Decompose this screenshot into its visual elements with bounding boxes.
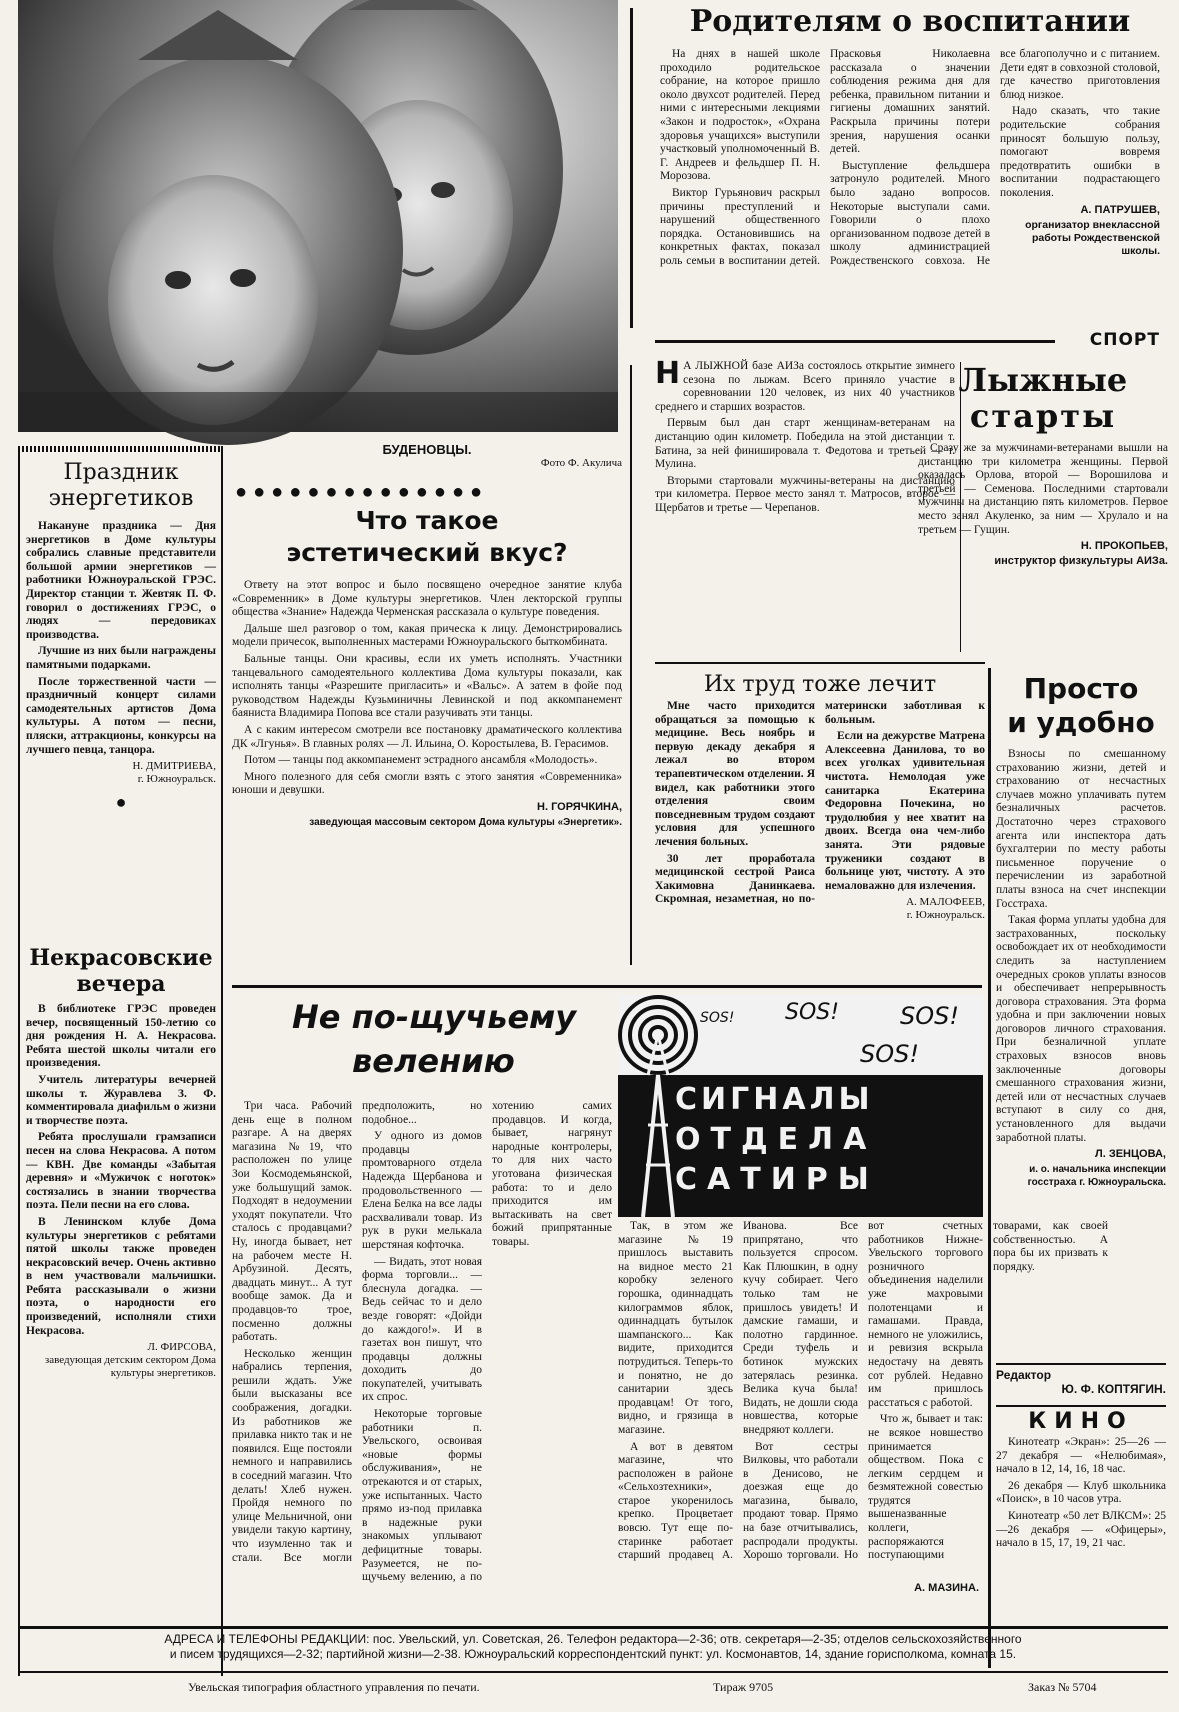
- footer-print: [18, 1678, 1168, 1702]
- paragraph: Дальше шел разговор о том, какая прическа к лицу. Демонстрировались модели причесок, выполненных мастерами Южноуральского быткомбината.: [232, 622, 622, 649]
- sos-label: SOS!: [860, 1040, 919, 1068]
- rubric-label: СПОРТ: [1089, 330, 1160, 350]
- paragraph: Много полезного для себя смогли взять с этого занятия «Современника» юноши и девушки.: [232, 770, 622, 797]
- rule: [18, 1626, 1168, 1629]
- author-name: Н. ПРОКОПЬЕВ,: [1080, 540, 1168, 553]
- editor-name: Ю. Ф. КОПТЯГИН.: [1061, 1382, 1166, 1396]
- sos-label: SOS!: [700, 1010, 735, 1026]
- paragraph: Виктор Гурьянович раскрыл причины преступлений и нарушений общественного порядка. Остановившись на конкретных фактах, показал роль семьи в воспитании детей. Прасковья Николаевна рассказала о значении соблюдения режима дня для ребенка, правильном питании и гигиены домашних занятий. Раскрыла причины потери зрения, нарушения осанки детей.: [660, 48, 990, 267]
- author-name: А. МАЛОФЕЕВ,: [906, 896, 985, 909]
- column-rule: [630, 365, 632, 965]
- article-title: Просто: [1023, 672, 1139, 705]
- article-heals: [655, 670, 985, 970]
- paragraph: В библиотеке ГРЭС проведен вечер, посвященный 150-летию со дня рождения Н. А. Некрасова. Ребята шестой школы читали его произведения.: [26, 1003, 216, 1070]
- article-nekrasov: [26, 945, 216, 1665]
- article-sport-left: [655, 356, 955, 660]
- rubric-sport: [1060, 330, 1160, 354]
- article-title: Родителям о воспитании: [689, 4, 1131, 39]
- article-energy: [26, 460, 216, 940]
- order-number: Заказ № 5704: [1028, 1680, 1097, 1694]
- rule: [18, 1671, 1168, 1673]
- rule: [655, 340, 1055, 343]
- author-name: А. ПАТРУШЕВ,: [1080, 203, 1160, 216]
- author-name: Л. ФИРСОВА,: [147, 1341, 216, 1354]
- author-name: Н. ГОРЯЧКИНА,: [537, 800, 622, 813]
- author-title: и. о. начальника инспекции госстраха г. Южноуральска.: [1027, 1164, 1166, 1189]
- author-title: заведующая массовым сектором Дома культуры «Энергетик».: [309, 816, 622, 828]
- drop-cap: Н: [655, 356, 681, 391]
- article-title: Некрасовские вечера: [29, 945, 213, 997]
- footer-line: и писем трудящихся—2-32; партийной жизни—2-38. Южноуральский корреспондентский пункт: ул. Космонавтов, 14, здание горисполкома, комната 15.: [169, 1647, 1017, 1661]
- satire-line: ОТДЕЛА: [675, 1122, 877, 1157]
- caption-text: БУДЕНОВЦЫ.: [382, 442, 472, 457]
- paragraph: На днях в нашей школе проходило родительское собрание, на которое пришло около двухсот родителей. Перед ними с интересными лекциями «Закон и подросток», «Охрана здоровья учащихся» выступили участковый уполномоченный В. Г. Андреев и фельдшер П. Н. Морозова.: [660, 48, 820, 183]
- paragraph: Ответу на этот вопрос и было посвящено очередное занятие клуба «Современник» в Доме культуры энергетиков. Член лекторской группы общества «Знание» Надежда Черменская рассказала о культуре поведения.: [232, 579, 622, 619]
- paragraph: Учитель литературы вечерней школы т. Журавлева З. Ф. комментировала диафильм о жизни и творчестве поэта.: [26, 1073, 216, 1127]
- paragraph: Бальные танцы. Они красивы, если их уметь исполнять. Участники танцевального самодеятельного коллектива Дома культуры показали, как исполнять танцы «Разрешите пригласить» и «Вальс». А затем в фойе под руководством Надежды Кузьминичны Левинской и под аккомпанемент баяниста Владимира Попова все стали разучивать эти танцы.: [232, 652, 622, 720]
- rule: [996, 1363, 1166, 1365]
- editor-label: Редактор: [996, 1368, 1052, 1382]
- article-title: и удобно: [1007, 706, 1155, 739]
- article-title: велению: [352, 1042, 515, 1080]
- bullet-icon: ●: [115, 792, 127, 813]
- paragraph: После торжественной части — праздничный концерт силами самодеятельных артистов Дома культуры. А потом — песни, пляски, аттракционы, конкурсы на лучшего певца, танцора.: [26, 675, 216, 756]
- article-title: старты: [969, 397, 1117, 435]
- paragraph: Такая форма уплаты удобна для застрахованных, поскольку освобождает их от необходимости следить за наступлением очередных сроков уплаты взносов и обеспечивает непрерывность договора страхования. Эта форма удобна и при заключении новых договоров личного страхования. При безналичной уплате страховых взносов вновь заключенные договоры смешанного страхования жизни, детей или от несчастных случаев вступают в силу со дня, установленного для выдачи заработной платы.: [996, 914, 1166, 1144]
- author-title: инструктор физкультуры АИЗа.: [994, 555, 1168, 568]
- print-run: Тираж 9705: [713, 1680, 774, 1694]
- photo-buddenovtsy: [18, 0, 618, 432]
- paragraph: А с каким интересом смотрели все постановку драматического коллектива ДК «Лгунья». В главных ролях — Л. Ильина, О. Коростылева, В. Герасимов.: [232, 723, 622, 750]
- paragraph: Кинотеатр «Экран»: 25—26 — 27 декабря — «Нелюбимая», начало в 12, 14, 16, 18 час.: [996, 1436, 1166, 1476]
- photo-caption: [232, 442, 622, 482]
- paragraph: Три часа. Рабочий день еще в полном разгаре. А на дверях магазина №19, что расположен по улице Зои Космодемьянской, уже большущий замок. Подходят в недоумении уходят покупатели. Что сталось с продавцами? Ну, иногда бывает, нет на рабочем месте Н. Арбузиной. Десять, двадцать минут... А тут вообще замок. Да и продавцов-то трое, посменно должны работать.: [232, 1100, 352, 1344]
- article-title: эстетический вкус?: [286, 538, 568, 567]
- author-city: г. Южноуральск.: [137, 773, 216, 786]
- photo-credit: Фото Ф. Акулича: [540, 457, 622, 469]
- column-rule: [221, 446, 223, 1676]
- children-photo: [18, 0, 618, 432]
- article-taste: [232, 505, 622, 965]
- article-title: Не по-щучьему: [292, 998, 577, 1036]
- column-rule: [18, 446, 20, 1676]
- author-title: организатор внеклассной работы Рождественской школы.: [1025, 218, 1160, 257]
- article-body: [660, 48, 1160, 269]
- author-name: Н. ДМИТРИЕВА,: [132, 760, 216, 773]
- column-rule: [988, 668, 991, 1668]
- paragraph: 26 декабря — Клуб школьника «Поиск», в 10 часов утра.: [996, 1479, 1166, 1506]
- rule: [655, 662, 985, 664]
- sos-label: SOS!: [900, 1002, 959, 1030]
- rule: [232, 985, 982, 988]
- sos-label: SOS!: [785, 1000, 840, 1025]
- article-body: [232, 1100, 612, 1590]
- paragraph: Вторыми стартовали мужчины-ветераны на дистанцию три километра. Первое место занял т. Матросов, второе — Щербатов и третье — Черепанов.: [655, 474, 955, 514]
- paragraph: Что ж, бывает и так: не всякое новшество принимается обществом. Пока с легким сердцем и безмятежной совестью трудятся вышеназванные коллеги, распоряжаются поступающими товарами, как своей собственностью. А пора бы их призвать к порядку.: [868, 1220, 1108, 1562]
- author-city: г. Южноуральск.: [906, 909, 985, 922]
- article-body: [655, 700, 985, 922]
- paragraph: Ребята прослушали грамзаписи песен на слова Некрасова. А потом — КВН. Две команды «Забытая деревня» и «Мужичок с ноготок» состязались в знании творчества поэта. Пели песни на его слова.: [26, 1131, 216, 1212]
- footer-line: АДРЕСА И ТЕЛЕФОНЫ РЕДАКЦИИ: пос. Увельский, ул. Советская, 26. Телефон редактора—2-36; отв. секретаря—2-35; отделов сельскохозяйственного: [164, 1632, 1022, 1646]
- paragraph: А вот в девятом магазине, что расположен в районе «Сельхозтехники», старое укоренилось крепко. Процветает вовсю. Тут еще по-старинке работает старший продавец А. Иванова. Все припрятано, что пользуется спросом. Как Плюшкин, в одну кучу собирает. Чего только там не пришлось увидеть! И дамские гамаши, и полотно гардинное. Среди туфель и ботинок мужских затерялась резинка. Велика куча была! Видать, не дошли сюда новшества, которые внедряют коллеги.: [618, 1220, 858, 1562]
- dot-border: ●●●●●●●●●●●●●●: [235, 481, 489, 503]
- footer-address: [18, 1632, 1168, 1668]
- article-pike-left: [232, 1100, 612, 1590]
- author-title: заведующая детским сектором Дома культуры энергетиков.: [44, 1354, 216, 1380]
- article-title: Лыжные: [958, 361, 1128, 399]
- author-name: Л. ЗЕНЦОВА,: [1095, 1148, 1166, 1161]
- paragraph: Надо сказать, что такие родительские собрания приносят большую пользу, помогают вовремя предотвратить ошибки в воспитании подрастающего поколения.: [1000, 105, 1160, 199]
- paragraph: Сразу же за мужчинами-ветеранами вышли на дистанцию три километра женщины. Первой оказалась Орлова, второй — Ворошилова и третьей — Семенова. Последними стартовали мужчины на дистанцию пять километров. Первое место занял Акуленко, за ним — Хрулало и на третьем — Гущин.: [918, 442, 1168, 536]
- border-zigzag: [18, 446, 223, 452]
- print-house: Увельская типография областного управления по печати.: [188, 1680, 480, 1694]
- paragraph: Так, в этом же магазине №19 пришлось выставить на видное место 21 коробку зеленого горошка, одиннадцать килограммов яблок, одиннадцать бутылок шампанского... Как видите, приходится потрудиться. Теперь-то и понятно, не до санитарии здесь продавцам! От того, видно, и грязища в магазине.: [618, 1220, 733, 1436]
- paragraph: А ЛЫЖНОЙ базе АИЗа состоялось открытие зимнего сезона по лыжам. Всего приняло участие в соревновании 120 человек, из них 40 участников среднего и старших возрастов.: [655, 360, 955, 413]
- paragraph: В Ленинском клубе Дома культуры энергетиков с ребятами пятой школы также проведен некрасовский вечер. Очень активно в нем участвовали мальчишки. Ребята рассказывали о жизни поэта, о народности его произведений, исполняли стихи Некрасова.: [26, 1215, 216, 1337]
- paragraph: У одного из домов продавцы промтоварного отдела Надежда Щербанова и продовольственного — Елена Белка на все лады расхваливали товар. Из рук в руки мелькала шерстяная кофточка.: [362, 1130, 482, 1251]
- paragraph: Потом — танцы под аккомпанемент эстрадного ансамбля «Молодость».: [244, 754, 598, 767]
- satire-line: САТИРЫ: [675, 1162, 879, 1197]
- paragraph: 30 лет проработала медицинской сестрой Раиса Хакимовна Данинкаева. Скромная, незаметная, но по-матерински заботливая к больным.: [655, 700, 985, 906]
- editor-block: [996, 1368, 1166, 1404]
- satire-line: СИГНАЛЫ: [675, 1082, 874, 1117]
- article-parents: [660, 0, 1160, 330]
- author-name: А. МАЗИНА.: [914, 1582, 979, 1594]
- paragraph: Несколько женщин набрались терпения, решили ждать. Уже были высказаны все соображения, догадки. Из работников же прилавка никто так и не появился. Еще постояли немного и направились в соседний магазин. Что делать! Хлеб нужен. Пройдя немного по улице Мельничной, они увидели такую картину, что изумленно так и стали. Все могли предположить, но подобное...: [232, 1100, 482, 1564]
- rule: [996, 1405, 1166, 1407]
- kino-title: КИНО: [1028, 1409, 1134, 1434]
- paragraph: Вот сестры Вилковы, что работали в Денисово, не доезжая еще до магазина, бывало, продают товар. Прямо на базе отчитывались, распродали продукты. Хорошо торговали. Но вот счетных работников Нижне-Увельского торгового розничного объединения наделили уже махровыми полотенцами и гамашами. Правда, немного не уложились, и ревизия вскрыла недостачу на девять сот рублей. Недавно им пришлось расстаться с работой.: [743, 1220, 983, 1562]
- article-title: Их труд тоже лечит: [703, 672, 937, 697]
- paragraph: Взносы по смешанному страхованию жизни, детей и страхованию от несчастных случаев можно уплачивать путем безналичных расчетов. Достаточно через страхового агента или инспектора дать бухгалтерии по месту работы письменное поручение о перечислении из заработной платы взноса на счет инспекции Госстраха.: [996, 748, 1166, 910]
- paragraph: Если на дежурстве Матрена Алексеевна Данилова, то во всех уголках удивительная чистота. Немолодая уже санитарка Екатерина Федоровна Почекина, но трудолюбия у нее хватит на двоих. Всегда она чем-либо занята. Эти рядовые труженики создают в больнице уют, чистоту. А это немаловажно для излечения.: [825, 730, 985, 892]
- paragraph: Первым был дан старт женщинам-ветеранам на дистанцию один километр. Победила на этой дистанции т. Батина, за ней финишировала т. Федотова и третьей — т. Мулина.: [655, 417, 955, 471]
- column-rule: [630, 8, 633, 328]
- paragraph: — Видать, этот новая форма торговли... — блеснула догадка. — Ведь сейчас то и дело везде говорят: «Дойди до каждого!». И в газетах вон пишут, что продавцы должны доходить до покупателей, учитывать их спрос.: [362, 1255, 482, 1404]
- article-sport-right: [918, 362, 1168, 662]
- paragraph: Накануне праздника — Дня энергетиков в Доме культуры собрались славные представители большой армии энергетиков — работники Южноуральской ГРЭС. Директор станции т. Жевтяк П. Ф. говорил о достижениях ГРЭС, о людях — передовиках производства.: [26, 520, 216, 641]
- pike-title: [232, 995, 612, 1100]
- article-title: Что такое: [355, 506, 499, 535]
- paragraph: Кинотеатр «50 лет ВЛКСМ»: 25—26 декабря — «Офицеры», начало в 15, 17, 19, 21 час.: [996, 1509, 1166, 1550]
- paragraph: Лучшие из них были награждены памятными подарками.: [26, 645, 216, 671]
- paragraph: Выступление фельдшера затронуло родителей. Много было задано вопросов. Некоторые выступали сами. Говорили о плохо организованном подвозе детей в школу администрацией Рождественского совхоза. Не все благополучно и с питанием. Дети едят в совхозной столовой, где качество приготовления блюд низкое.: [830, 48, 1160, 267]
- sos-group: [700, 1000, 980, 1070]
- article-title: Праздник энергетиков: [48, 460, 194, 511]
- paragraph: Мне часто приходится обращаться за помощью к медицине. Весь ноябрь и первую декаду декабря я лежал во втором терапевтическом отделении. Я видел, как работники этого отделения своим повседневным трудом создают условия для успешного лечения больных.: [655, 700, 815, 848]
- paragraph: Некоторые торговые работники п. Увельского, освоивая «новые формы обслуживания», не отрекаются и от старых, уже испытанных. Часто прямо из-под прилавка в надежные руки знакомых уплывают дефицитные товары. Разумеется, не по-щучьему велению, а по хотению самих продавцов. И когда, бывает, нагрянут народные контролеры, то для них часто уготована физическая работа: то и дело приходится им вытаскивать на свет божий припрятанные товары.: [362, 1100, 612, 1584]
- satire-heading: [675, 1080, 980, 1215]
